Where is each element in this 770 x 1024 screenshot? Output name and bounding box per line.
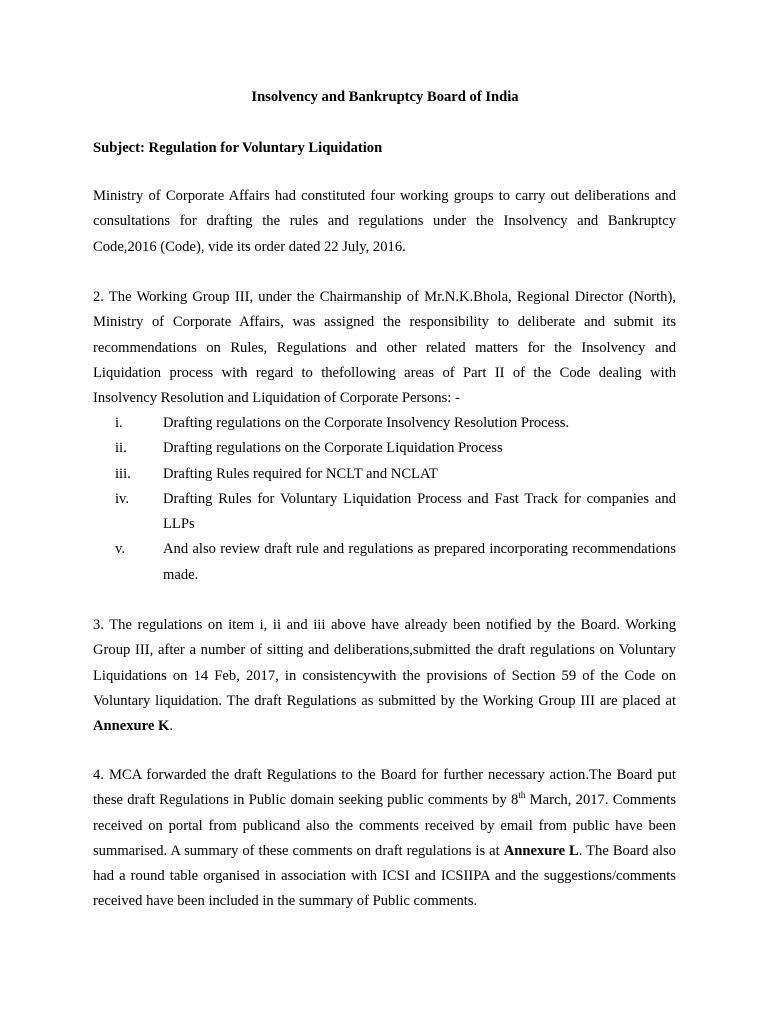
paragraph-1: Ministry of Corporate Affairs had constituted four working groups to carry out deliberations and consultations for drafting the rules and regulations under the Insolvency and Bankruptcy Code,2016 (Code), vide its order dated 22 July, 2016. bbox=[93, 188, 676, 255]
list-item-number: ii. bbox=[115, 440, 127, 457]
annexure-k-label: Annexure K bbox=[93, 718, 170, 735]
list-item-text: And also review draft rule and regulations as prepared incorporating recommendations made. bbox=[163, 541, 676, 583]
ordinal-suffix: th bbox=[518, 790, 526, 801]
list-item-text: Drafting Rules required for NCLT and NCLAT bbox=[163, 465, 438, 482]
list-item bbox=[93, 537, 676, 588]
paragraph-4-text-a: 4. MCA forwarded the draft Regulations to the Board for further necessary action.The Board put these draft Regulations in Public domain seeking public comments by 8 bbox=[93, 767, 676, 809]
list-item-text: Drafting Rules for Voluntary Liquidation Process and Fast Track for companies and LLPs bbox=[163, 490, 676, 533]
list-item-text: Drafting regulations on the Corporate Liquidation Process bbox=[163, 440, 503, 457]
paragraph-2: 2. The Working Group III, under the Chairmanship of Mr.N.K.Bhola, Regional Director (North), Ministry of Corporate Affairs, was assigned the responsibility to deliberate and submit its recommendations on Rules, Regulations and other related matters for the Insolvency and Liquidation process with regard to thefollowing areas of Part II of the Code dealing with Insolvency Resolution and Liquidation of Corporate Persons: - bbox=[93, 289, 676, 407]
paragraph-3 bbox=[93, 613, 676, 739]
list-item bbox=[93, 487, 676, 538]
document-subject: Subject: Regulation for Voluntary Liquidation bbox=[93, 140, 383, 156]
paragraph-3-text: 3. The regulations on item i, ii and iii above have already been notified by the Board. Working Group III, after a number of sitting and deliberations,submitted the draft regulations on Voluntary Liquidations on 14 Feb, 2017, in consistencywith the provisions of Section 59 of the Code on Voluntary liquidation. The draft Regulations as submitted by the Working Group III are placed at bbox=[93, 617, 676, 709]
annexure-l-label: Annexure L bbox=[503, 842, 579, 859]
list-item-number: iv. bbox=[115, 490, 130, 507]
list-item bbox=[93, 411, 676, 436]
list-item bbox=[93, 462, 676, 487]
list-item-number: iii. bbox=[115, 465, 131, 482]
paragraph-4-text-c: . The Board also had a round table organised in association with ICSI and ICSIIPA and the suggestions/comments received have been included in the summary of Public comments. bbox=[93, 842, 676, 910]
list-item-text: Drafting regulations on the Corporate Insolvency Resolution Process. bbox=[163, 415, 570, 431]
paragraph-3-end: . bbox=[169, 718, 174, 735]
list-item-number: v. bbox=[115, 541, 125, 558]
document-title: Insolvency and Bankruptcy Board of India bbox=[251, 89, 519, 105]
list-item bbox=[93, 436, 676, 461]
areas-list bbox=[93, 411, 676, 588]
list-item-number: i. bbox=[115, 415, 123, 431]
paragraph-4 bbox=[93, 763, 676, 915]
paragraph-4-text-b: March, 2017. Comments received on portal from publicand also the comments received by email from public have been summarised. A summary of these comments on draft regulations is at bbox=[93, 792, 676, 859]
